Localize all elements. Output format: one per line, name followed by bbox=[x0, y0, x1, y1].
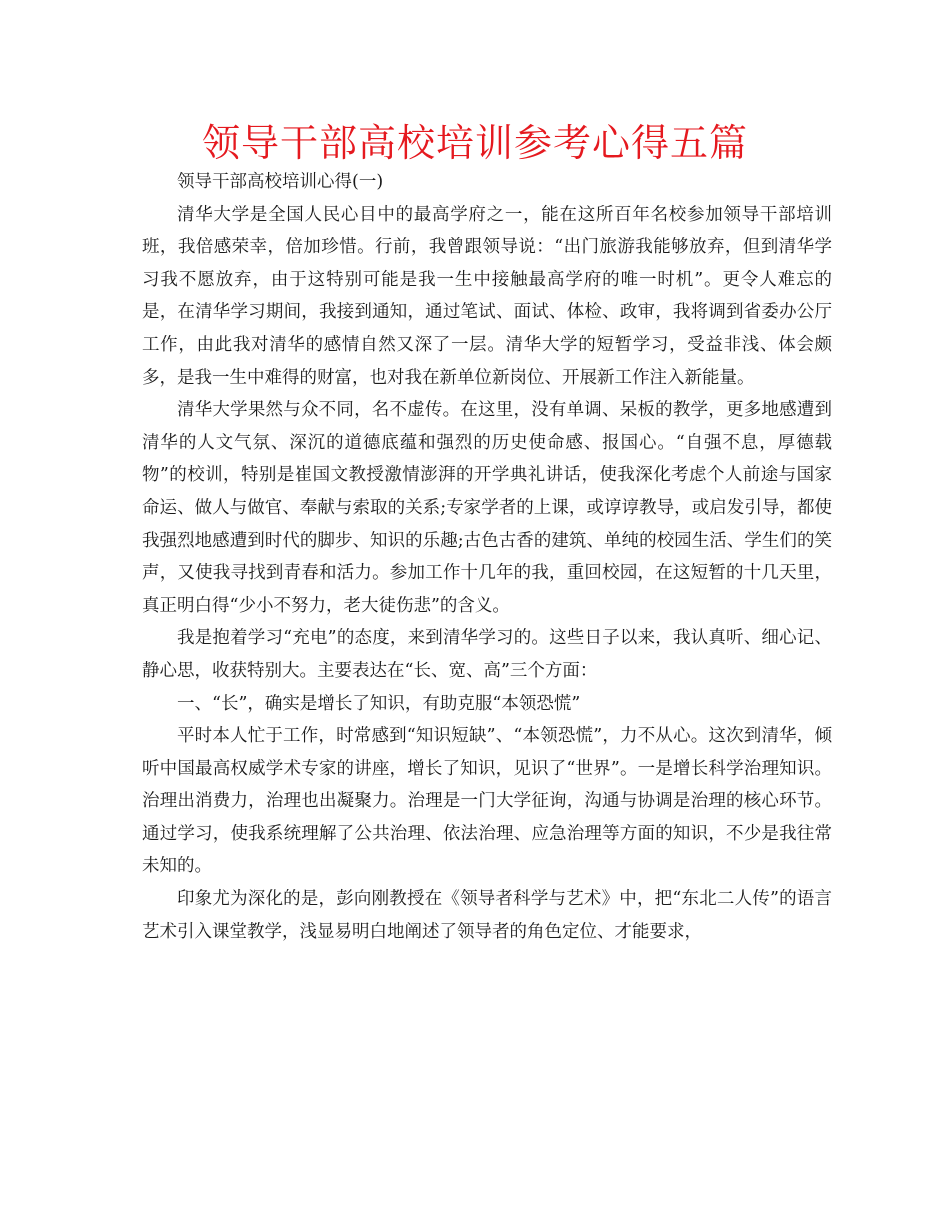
section-heading-1: 领导干部高校培训心得(一) bbox=[177, 172, 384, 192]
paragraph: 平时本人忙于工作，时常感到“知识短缺”、“本领恐慌”，力不从心。这次到清华，倾听中国最高权威学术专家的讲座，增长了知识，见识了“世界”。一是增长科学治理知识。治理出消费力，治理也出凝聚力。治理是一门大学征询，沟通与协调是治理的核心环节。通过学习，使我系统理解了公共治理、依法治理、应急治理等方面的知识，不少是我往常未知的。 bbox=[142, 726, 832, 877]
subheading: 一、“长”，确实是增长了知识，有助克服“本领恐慌” bbox=[177, 693, 581, 714]
document-title: 领导干部高校培训参考心得五篇 bbox=[201, 121, 748, 165]
document-body bbox=[142, 166, 832, 948]
paragraph: 清华大学果然与众不同，名不虚传。在这里，没有单调、呆板的教学，更多地感遭到清华的人文气氛、深沉的道德底蕴和强烈的历史使命感、报国心。“自强不息，厚德载物”的校训，特别是崔国文教授激情澎湃的开学典礼讲话，使我深化考虑个人前途与国家命运、做人与做官、奉献与索取的关系;专家学者的上课，或谆谆教导，或启发引导，都使我强烈地感遭到时代的脚步、知识的乐趣;古色古香的建筑、单纯的校园生活、学生们的笑声，又使我寻找到青春和活力。参加工作十几年的我，重回校园，在这短暂的十几天里，真正明白得“少小不努力，老大徒伤悲”的含义。 bbox=[142, 400, 832, 616]
paragraph: 印象尤为深化的是，彭向刚教授在《领导者科学与艺术》中，把“东北二人传”的语言艺术引入课堂教学，浅显易明白地阐述了领导者的角色定位、才能要求， bbox=[142, 889, 832, 942]
paragraph: 我是抱着学习“充电”的态度，来到清华学习的。这些日子以来，我认真听、细心记、静心思，收获特别大。主要表达在“长、宽、高”三个方面： bbox=[142, 628, 832, 681]
paragraph: 清华大学是全国人民心目中的最高学府之一，能在这所百年名校参加领导干部培训班，我倍感荣幸，倍加珍惜。行前，我曾跟领导说：“出门旅游我能够放弃，但到清华学习我不愿放弃，由于这特别可能是我一生中接触最高学府的唯一时机”。更令人难忘的是，在清华学习期间，我接到通知，通过笔试、面试、体检、政审，我将调到省委办公厅工作，由此我对清华的感情自然又深了一层。清华大学的短暂学习，受益非浅、体会颇多，是我一生中难得的财富，也对我在新单位新岗位、开展新工作注入新能量。 bbox=[142, 204, 832, 388]
